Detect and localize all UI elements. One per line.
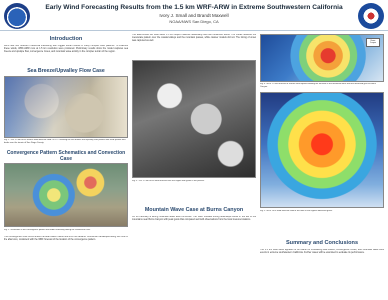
- poster-title: Early Wind Forecasting Results from the 1.5 km WRF-ARW in Extreme Southwestern California: [45, 4, 343, 11]
- sea-breeze-heading: Sea Breeze/Upvalley Flow Case: [27, 68, 105, 74]
- convergence-caption: Fig. 2. Schematic of the convergence pattern and radar reflectivity during the convection case.: [4, 229, 91, 231]
- convergence-text: The convergence zone forms where the sea breeze meets flow from the deserts. Convection developed along the zone in the afternoon, consistent with the WRF forecast of the location of the convergence pattern.: [4, 236, 128, 241]
- burns-canyon-label: Burns Canyon: [366, 38, 380, 47]
- nws-logo: [358, 3, 384, 29]
- introduction-text: Wind flow into Southern California interacting with rugged terrain results in many complex wind patterns. To examine these winds, WRF-ARW runs at 1.5 km resolution were produced. Preliminary results show the model captures sea breeze and upslope flow, convergence zones, and mountain wave activity in the complex terrain of the region.: [4, 45, 128, 53]
- wind-speed-forecast-map: [260, 92, 384, 208]
- col2-figure-caption: Fig. 3. The 1.5 km WRF wind forecast over the region with gusts in the passes.: [132, 180, 205, 182]
- mountain-wave-wind-map: [260, 34, 384, 82]
- summary-text: The 1.5 km WRF-ARW appears to be useful for forecasting sea breeze, convergence zones, and mountain wave wind events in extreme southwestern California. Further cases will be examined to evaluate its performance.: [260, 249, 384, 254]
- introduction-heading: Introduction: [49, 36, 83, 42]
- col2-intro-text: The data shows the WRF-ARW 1.5 km output matched reasonably well with observed winds. The model resolved the mesoscale pattern over the coastal valleys and the mountain passes, while coarser models did not. The timing of onset was captured as well.: [132, 34, 256, 42]
- sea-breeze-caption: Fig. 1. The 1.5 km WRF surface wind forecast valid 23 UTC showing the sea breeze and upvalley flow pattern with wind speeds and barbs over the terrain of San Diego County.: [4, 139, 126, 144]
- affiliation: NOAA/NWS San Diego, CA: [169, 19, 219, 24]
- sea-breeze-wind-map: [4, 76, 128, 138]
- mountain-wave-heading: Mountain Wave Case at Burns Canyon: [144, 207, 244, 213]
- summary-heading: Summary and Conclusions: [285, 240, 359, 246]
- header-divider: [0, 30, 388, 31]
- convection-radar-image: [4, 163, 128, 227]
- authors: Ivory J. Small and Brandt Maxwell: [159, 13, 229, 18]
- convergence-heading: Convergence Pattern Schematics and Convection Case: [6, 150, 126, 162]
- poster-header: [0, 0, 388, 30]
- noaa-logo: [4, 3, 30, 29]
- col3-top-caption: Fig. 4. WRF 1.5 km forecast of surface wind speed showing the location of the mountain wave and the observed gust at Burns Canyon.: [260, 83, 376, 88]
- mountain-wave-text: On 20 February a strong mountain wave event occurred. The WRF forecast strong downslope winds in the lee of the mountains near Burns Canyon with peak gusts that compared well with observations from the local mesonet stations.: [132, 216, 256, 221]
- satellite-wind-image: [132, 60, 256, 178]
- col3-figure-caption: Fig. 5. WRF 10 m wind forecast valid at the time of the highest observed gusts.: [260, 210, 333, 212]
